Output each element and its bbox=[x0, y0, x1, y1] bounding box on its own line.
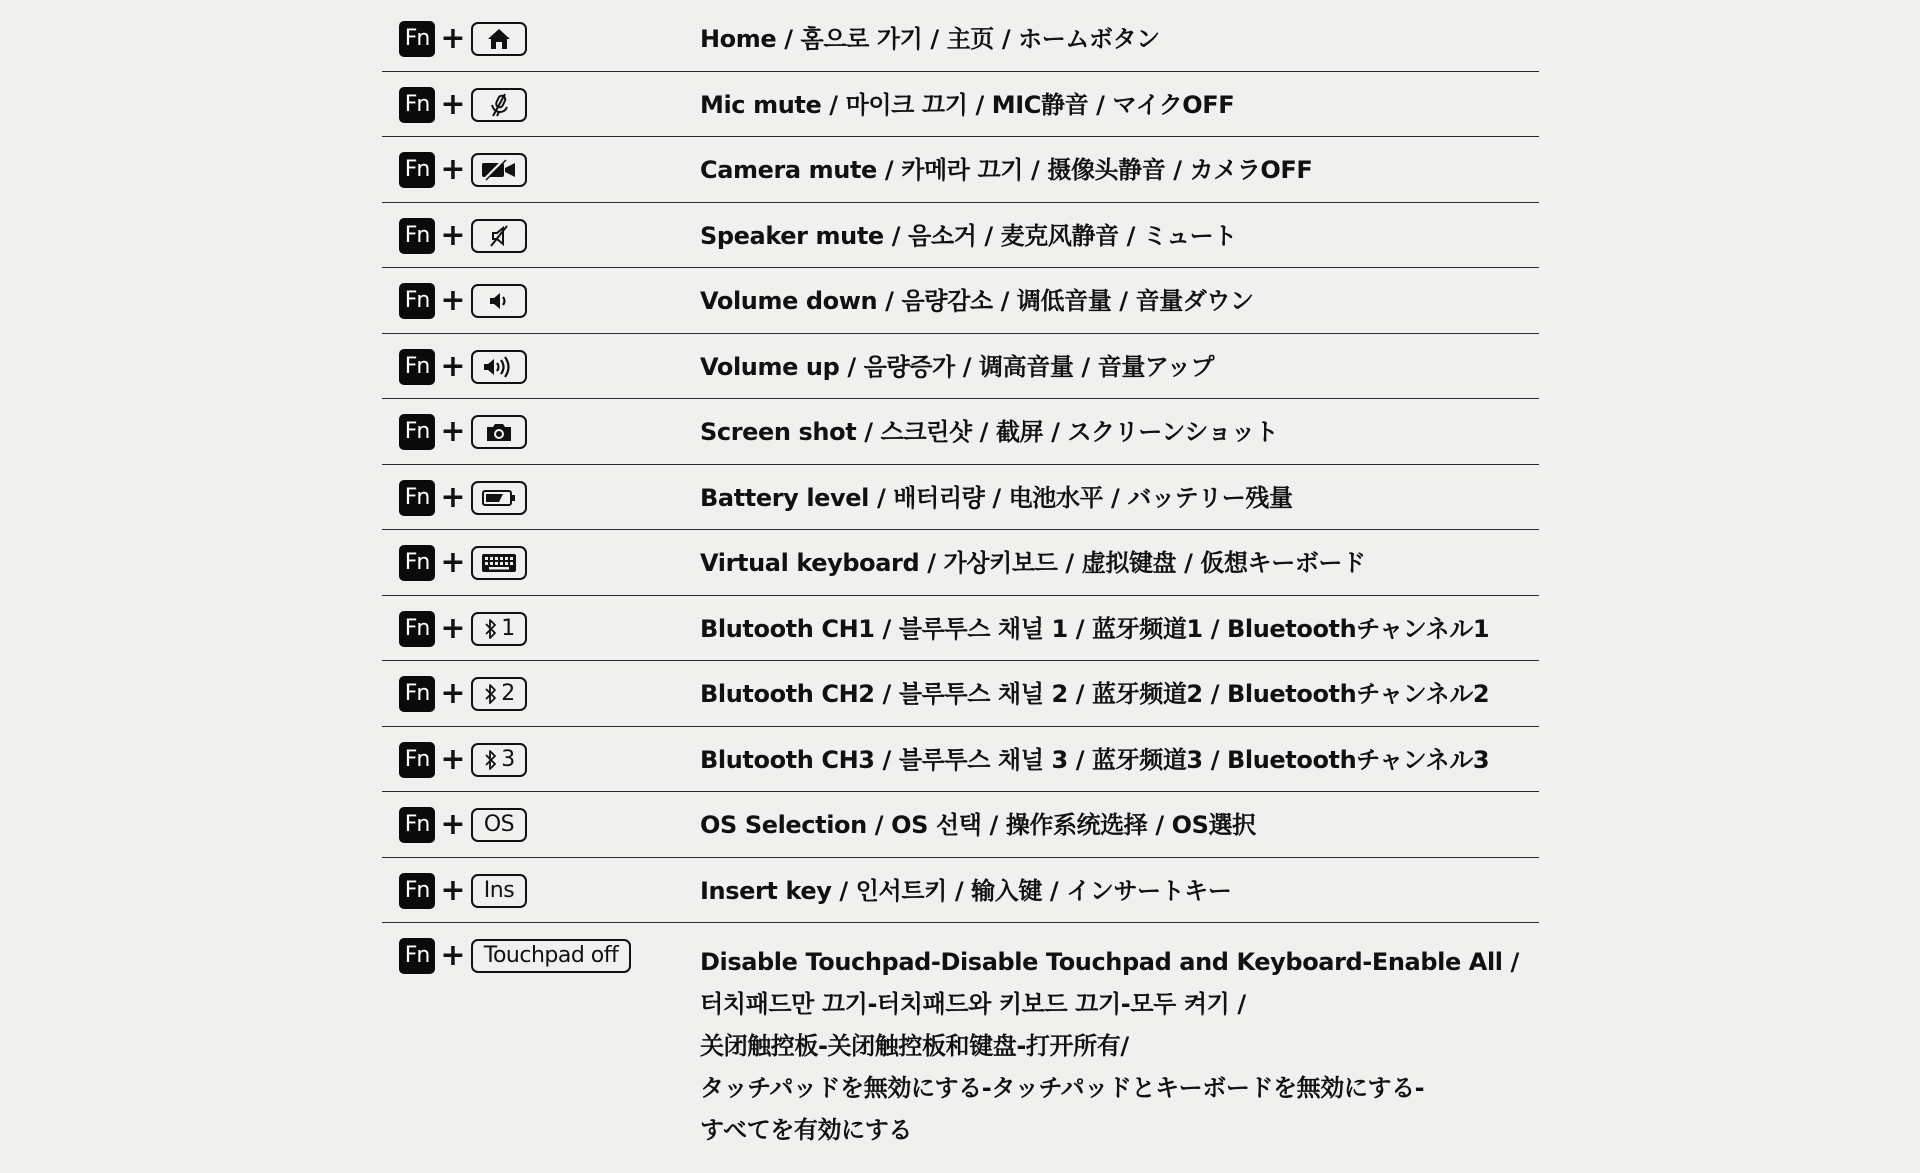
touchpad-off-key bbox=[471, 939, 631, 973]
channel-number: 3 bbox=[501, 746, 515, 772]
key-combo bbox=[399, 21, 527, 57]
os-key-label: OS bbox=[483, 812, 515, 837]
bluetooth-ch3-key bbox=[471, 743, 527, 777]
bluetooth-icon bbox=[483, 682, 499, 706]
description-line: Disable Touchpad-Disable Touchpad and Keyboard-Enable All / bbox=[700, 948, 1519, 976]
channel-number: 2 bbox=[501, 681, 515, 706]
plus-sign: + bbox=[440, 348, 466, 384]
volume-up-key bbox=[471, 350, 527, 384]
plus-sign: + bbox=[440, 414, 466, 449]
key-combo bbox=[399, 611, 527, 647]
fn-key: Fn bbox=[399, 545, 435, 581]
shortcut-list bbox=[382, 6, 1539, 1173]
shortcut-description: Battery level / 배터리량 / 电池水平 / バッテリー残量 bbox=[700, 483, 1293, 512]
key-combo bbox=[399, 283, 527, 319]
plus-sign: + bbox=[440, 217, 466, 253]
fn-key: Fn bbox=[399, 152, 435, 188]
shortcut-description: Blutooth CH2 / 블루투스 채널 2 / 蓝牙频道2 / Bluetoothチャンネル2 bbox=[700, 680, 1490, 708]
fn-key: Fn bbox=[399, 349, 435, 385]
bluetooth-ch1-key bbox=[471, 612, 527, 646]
key-combo bbox=[399, 87, 527, 123]
shortcut-row-screenshot bbox=[382, 399, 1539, 465]
shortcut-description: Speaker mute / 음소거 / 麦克风静音 / ミュート bbox=[700, 221, 1237, 250]
channel-number: 1 bbox=[501, 615, 515, 641]
key-combo bbox=[399, 545, 527, 581]
plus-sign: + bbox=[440, 21, 466, 56]
key-combo bbox=[399, 873, 527, 909]
shortcut-description: Virtual keyboard / 가상키보드 / 虚拟键盘 / 仮想キーボード bbox=[700, 549, 1366, 577]
home-icon bbox=[485, 27, 513, 51]
plus-sign: + bbox=[440, 545, 466, 580]
speaker-mute-icon bbox=[485, 224, 513, 248]
key-combo bbox=[399, 480, 527, 516]
keyboard-icon bbox=[480, 552, 518, 574]
shortcut-row-os-selection bbox=[382, 792, 1539, 858]
touchpad-off-key-label: Touchpad off bbox=[483, 943, 619, 968]
plus-sign: + bbox=[440, 807, 466, 842]
bluetooth-ch2-key bbox=[471, 677, 527, 711]
shortcut-row-bluetooth-ch1 bbox=[382, 596, 1539, 662]
shortcut-row-volume-up bbox=[382, 334, 1539, 400]
shortcut-description: Screen shot / 스크린샷 / 截屏 / スクリーンショット bbox=[700, 418, 1279, 446]
camera-mute-key bbox=[471, 153, 527, 187]
plus-sign: + bbox=[440, 872, 466, 908]
volume-down-icon bbox=[485, 289, 513, 313]
plus-sign: + bbox=[440, 610, 466, 646]
fn-key: Fn bbox=[399, 742, 435, 778]
plus-sign: + bbox=[440, 152, 466, 187]
key-combo bbox=[399, 414, 527, 450]
mic-mute-key bbox=[471, 88, 527, 122]
camera-mute-icon bbox=[480, 159, 518, 181]
shortcut-row-battery bbox=[382, 465, 1539, 531]
description-line: 터치패드만 끄기-터치패드와 키보드 끄기-모두 켜기 / bbox=[700, 990, 1246, 1018]
key-combo bbox=[399, 742, 527, 778]
shortcut-description: Mic mute / 마이크 끄기 / MIC静音 / マイクOFF bbox=[700, 90, 1235, 119]
plus-sign: + bbox=[440, 86, 466, 122]
shortcut-description: Volume down / 음량감소 / 调低音量 / 音量ダウン bbox=[700, 287, 1254, 315]
fn-key: Fn bbox=[399, 480, 435, 516]
fn-key: Fn bbox=[399, 87, 435, 123]
key-combo bbox=[399, 152, 527, 188]
fn-key: Fn bbox=[399, 283, 435, 319]
fn-key: Fn bbox=[399, 611, 435, 647]
plus-sign: + bbox=[440, 479, 466, 515]
shortcut-description: Home / 홈으로 가기 / 主页 / ホームボタン bbox=[700, 25, 1160, 53]
fn-key: Fn bbox=[399, 807, 435, 843]
shortcut-row-insert bbox=[382, 858, 1539, 924]
shortcut-description: Volume up / 음량증가 / 调高音量 / 音量アップ bbox=[700, 352, 1215, 381]
description-line: タッチパッドを無効にする-タッチパッドとキーボードを無効にする- bbox=[700, 1074, 1425, 1102]
battery-icon bbox=[481, 488, 517, 508]
plus-sign: + bbox=[440, 283, 466, 318]
camera-icon bbox=[484, 420, 514, 444]
key-combo bbox=[399, 218, 527, 254]
shortcut-row-speaker-mute bbox=[382, 203, 1539, 269]
description-line: 关闭触控板-关闭触控板和键盘-打开所有/ bbox=[700, 1032, 1129, 1060]
volume-up-icon bbox=[481, 355, 517, 379]
screenshot-key bbox=[471, 415, 527, 449]
key-combo bbox=[399, 676, 527, 712]
shortcut-row-touchpad-off bbox=[382, 923, 1539, 1173]
fn-key: Fn bbox=[399, 938, 435, 974]
bluetooth-icon bbox=[483, 748, 499, 772]
touchpad-description bbox=[700, 941, 1519, 1151]
insert-key bbox=[471, 874, 527, 908]
battery-key bbox=[471, 481, 527, 515]
home-key bbox=[471, 22, 527, 56]
fn-key: Fn bbox=[399, 21, 435, 57]
key-combo bbox=[399, 349, 527, 385]
os-key bbox=[471, 808, 527, 842]
fn-key: Fn bbox=[399, 218, 435, 254]
plus-sign: + bbox=[440, 741, 466, 777]
fn-key: Fn bbox=[399, 414, 435, 450]
mic-mute-icon bbox=[485, 92, 513, 118]
shortcut-row-volume-down bbox=[382, 268, 1539, 334]
bluetooth-icon bbox=[483, 617, 499, 641]
shortcut-row-virtual-keyboard bbox=[382, 530, 1539, 596]
shortcut-description: OS Selection / OS 선택 / 操作系统选择 / OS選択 bbox=[700, 811, 1256, 839]
shortcut-row-mic-mute bbox=[382, 72, 1539, 138]
virtual-keyboard-key bbox=[471, 546, 527, 580]
insert-key-label: Ins bbox=[483, 877, 515, 903]
shortcut-description: Insert key / 인서트키 / 输入键 / インサートキー bbox=[700, 876, 1232, 905]
shortcut-row-camera-mute bbox=[382, 137, 1539, 203]
fn-key: Fn bbox=[399, 676, 435, 712]
volume-down-key bbox=[471, 284, 527, 318]
shortcut-description: Camera mute / 카메라 끄기 / 摄像头静音 / カメラOFF bbox=[700, 156, 1313, 184]
description-line: すべてを有効にする bbox=[700, 1116, 912, 1144]
key-combo bbox=[399, 938, 631, 974]
fn-key: Fn bbox=[399, 873, 435, 909]
key-combo bbox=[399, 807, 527, 843]
speaker-mute-key bbox=[471, 219, 527, 253]
plus-sign: + bbox=[440, 676, 466, 711]
shortcut-row-bluetooth-ch3 bbox=[382, 727, 1539, 793]
shortcut-description: Blutooth CH1 / 블루투스 채널 1 / 蓝牙频道1 / Bluetoothチャンネル1 bbox=[700, 614, 1490, 643]
shortcut-row-bluetooth-ch2 bbox=[382, 661, 1539, 727]
shortcut-description: Blutooth CH3 / 블루투스 채널 3 / 蓝牙频道3 / Bluetoothチャンネル3 bbox=[700, 745, 1490, 774]
plus-sign: + bbox=[440, 938, 466, 973]
shortcut-row-home bbox=[382, 6, 1539, 72]
